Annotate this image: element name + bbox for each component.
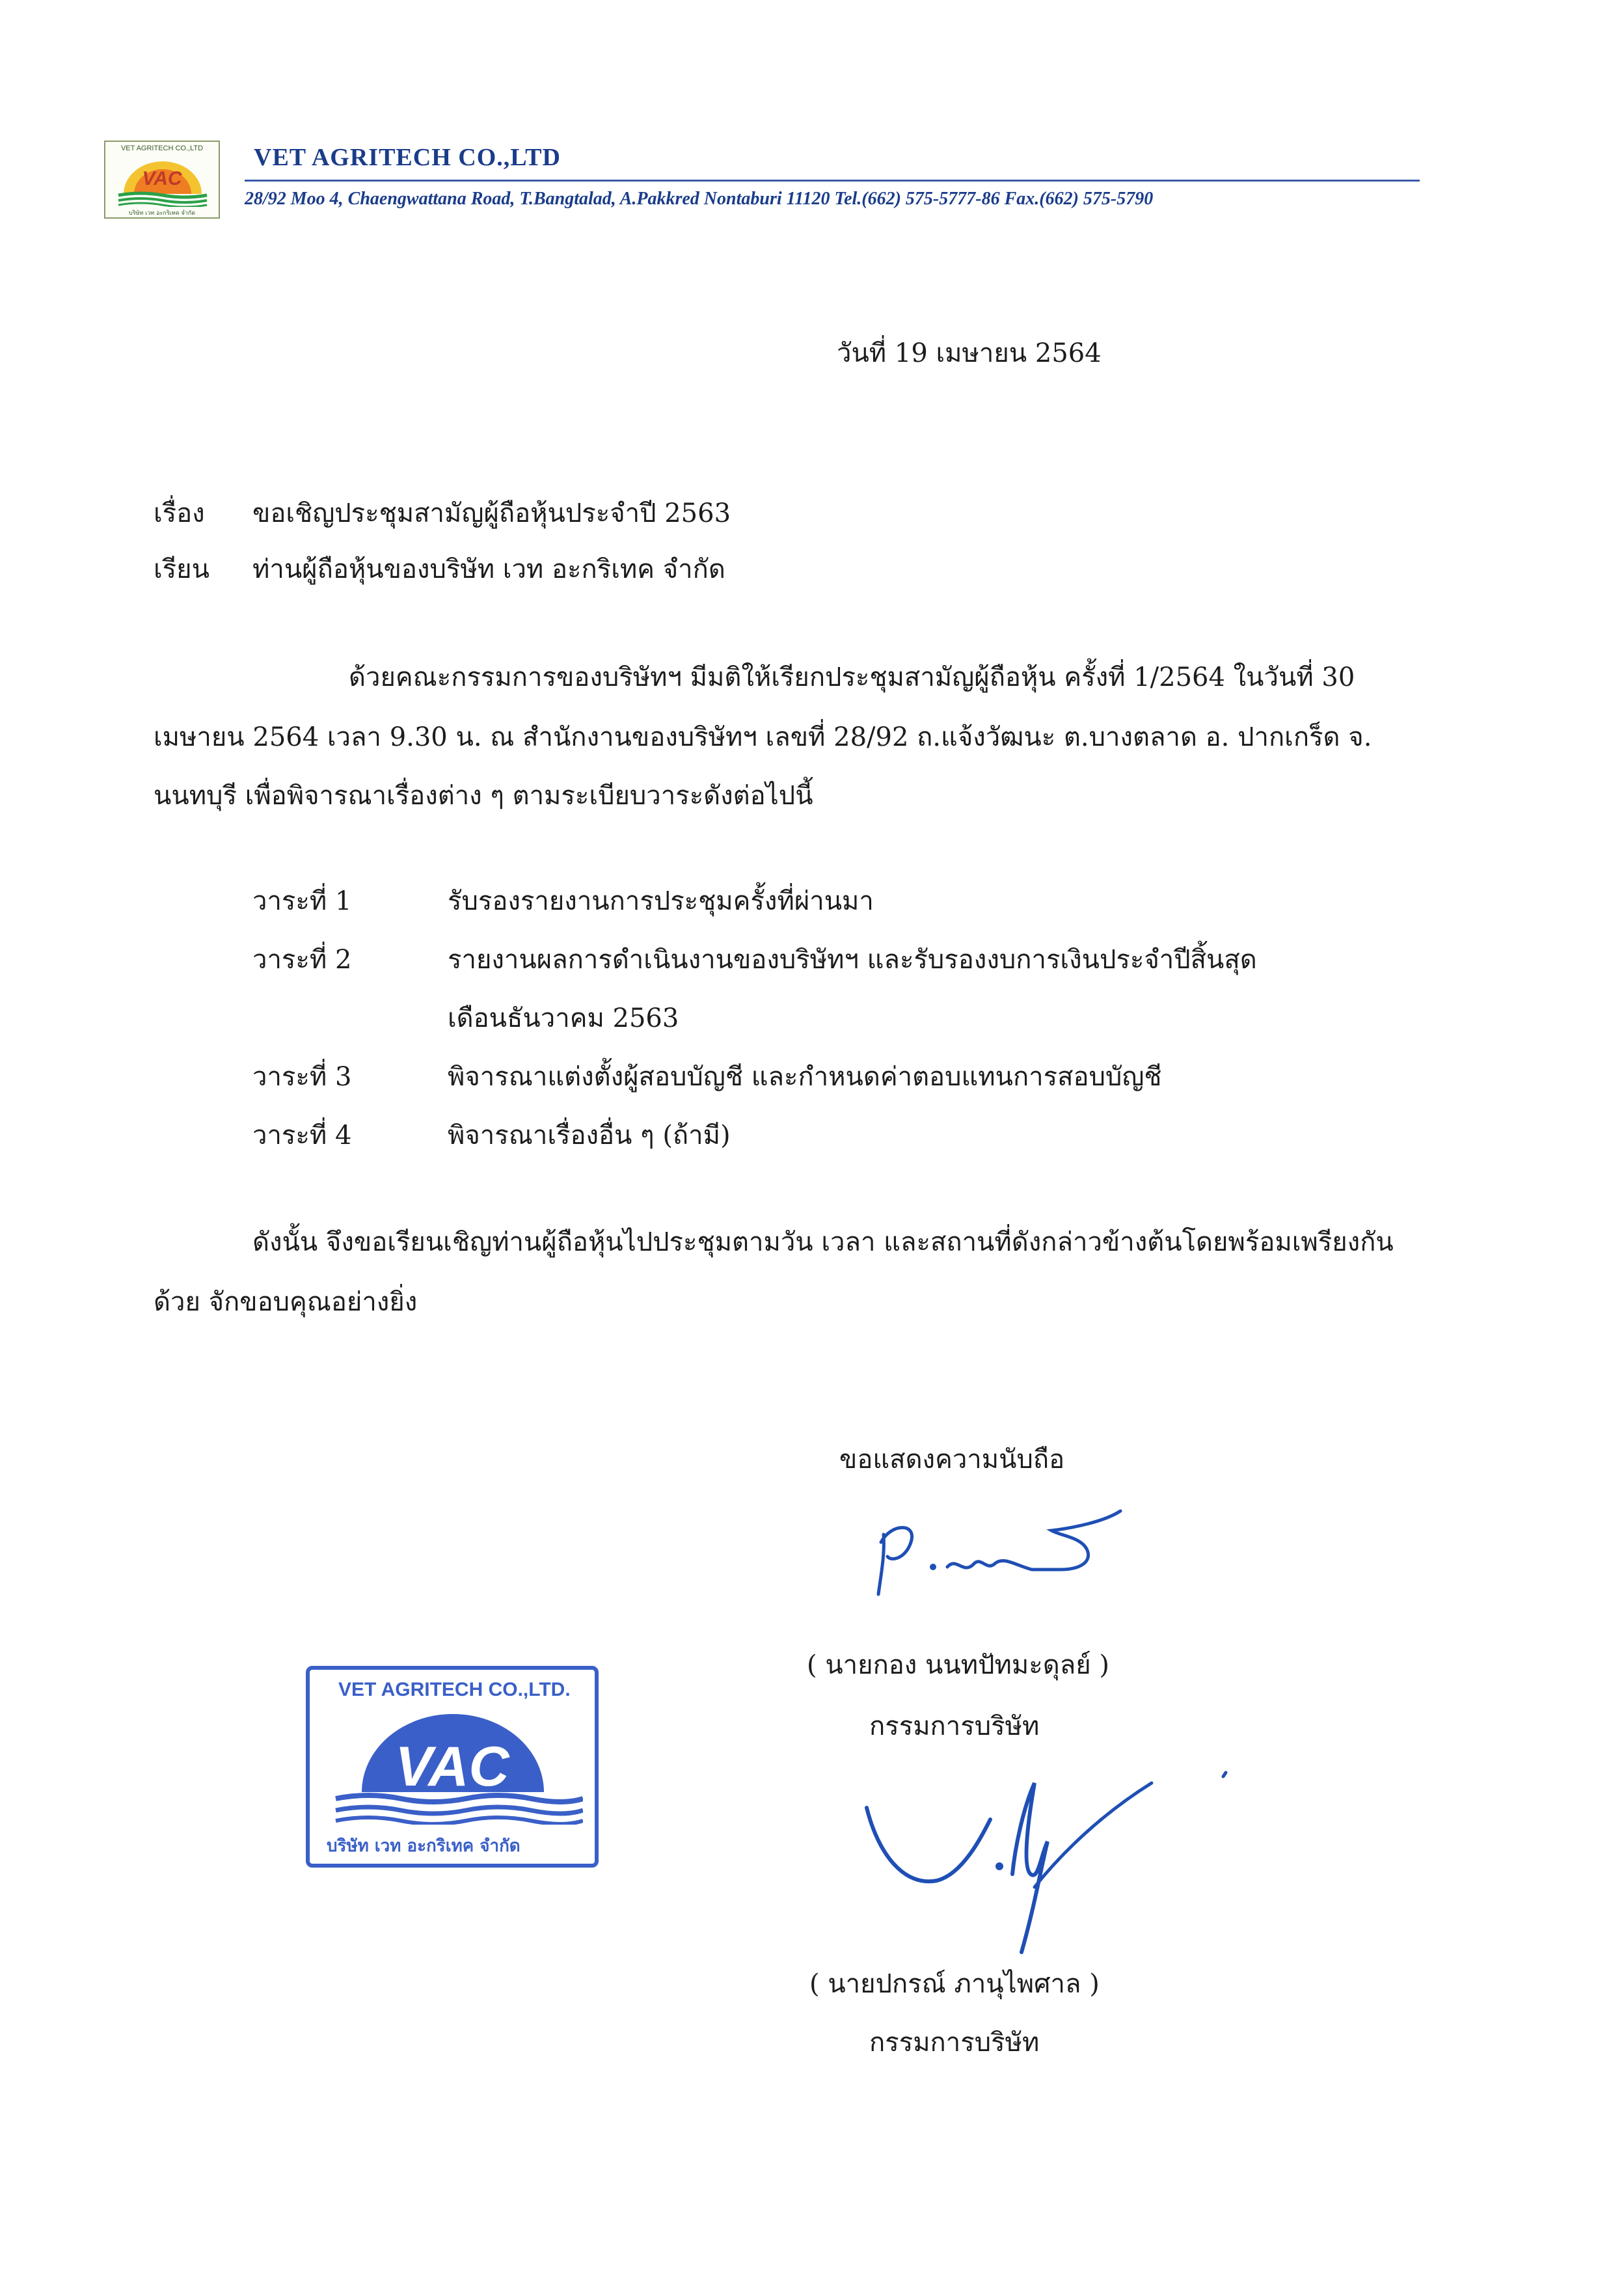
regards: ขอแสดงความนับถือ	[839, 1445, 1065, 1475]
stamp-footer: บริษัท เวท อะกริเทค จำกัด	[327, 1836, 521, 1856]
stamp-mark: VAC	[395, 1735, 509, 1798]
subject-label: เรื่อง	[154, 498, 205, 528]
signatory-1-name: ( นายกอง นนทปัทมะดุลย์ )	[807, 1650, 1109, 1680]
signatory-2-title: กรรมการบริษัท	[869, 2028, 1040, 2058]
intro-line-2: เมษายน 2564 เวลา 9.30 น. ณ สำนักงานของบริษัทฯ เลขที่ 28/92 ถ.แจ้งวัฒนะ ต.บางตลาด อ. ปากเกร็ด จ.	[154, 722, 1372, 752]
stamp-title: VET AGRITECH CO.,LTD.	[338, 1679, 571, 1700]
logo-top-text: VET AGRITECH CO.,LTD	[120, 144, 204, 152]
agenda-text: รายงานผลการดำเนินงานของบริษัทฯ และรับรองงบการเงินประจำปีสิ้นสุด	[448, 945, 1257, 975]
agenda-label: วาระที่ 3	[252, 1062, 352, 1092]
company-address: 28/92 Moo 4, Chaengwattana Road, T.Bangtalad, A.Pakkred Nontaburi 11120 Tel.(662) 575-5777-86 Fax.(662) 575-5790	[245, 189, 1154, 209]
agenda-label: วาระที่ 2	[252, 945, 352, 975]
intro-line-3: นนทบุรี เพื่อพิจารณาเรื่องต่าง ๆ ตามระเบียบวาระดังต่อไปนี้	[154, 781, 813, 811]
company-stamp	[306, 1666, 599, 1868]
closing-line-1: ดังนั้น จึงขอเรียนเชิญท่านผู้ถือหุ้นไปประชุมตามวัน เวลา และสถานที่ดังกล่าวข้างต้นโดยพร้อมเพรียงกัน	[252, 1227, 1394, 1257]
company-name: VET AGRITECH CO.,LTD	[254, 144, 561, 171]
letter-date: วันที่ 19 เมษายน 2564	[837, 338, 1102, 368]
company-logo	[104, 141, 220, 219]
agenda-text: รับรองรายงานการประชุมครั้งที่ผ่านมา	[448, 886, 874, 916]
logo-mark: VAC	[142, 168, 182, 189]
to-text: ท่านผู้ถือหุ้นของบริษัท เวท อะกริเทค จำกัด	[252, 554, 725, 584]
agenda-text: พิจารณาแต่งตั้งผู้สอบบัญชี และกำหนดค่าตอบแทนการสอบบัญชี	[448, 1062, 1162, 1092]
signatory-1-title: กรรมการบริษัท	[869, 1711, 1040, 1741]
logo-bottom-text: บริษัท เวท อะกริเทค จำกัด	[128, 210, 196, 217]
agenda-text-continued: เดือนธันวาคม 2563	[448, 1003, 679, 1033]
header-divider	[245, 180, 1420, 182]
intro-line-1: ด้วยคณะกรรมการของบริษัทฯ มีมติให้เรียกประชุมสามัญผู้ถือหุ้น ครั้งที่ 1/2564 ในวันที่ 30	[349, 662, 1355, 692]
to-label: เรียน	[154, 554, 210, 584]
subject-text: ขอเชิญประชุมสามัญผู้ถือหุ้นประจำปี 2563	[252, 498, 731, 528]
signature-1	[865, 1497, 1139, 1607]
agenda-label: วาระที่ 1	[252, 886, 352, 916]
agenda-label: วาระที่ 4	[252, 1121, 352, 1150]
signatory-2-name: ( นายปกรณ์ ภานุไพศาล )	[809, 1969, 1100, 1999]
signature-2	[852, 1757, 1230, 1972]
closing-line-2: ด้วย จักขอบคุณอย่างยิ่ง	[154, 1287, 418, 1317]
agenda-text: พิจารณาเรื่องอื่น ๆ (ถ้ามี)	[448, 1121, 731, 1150]
